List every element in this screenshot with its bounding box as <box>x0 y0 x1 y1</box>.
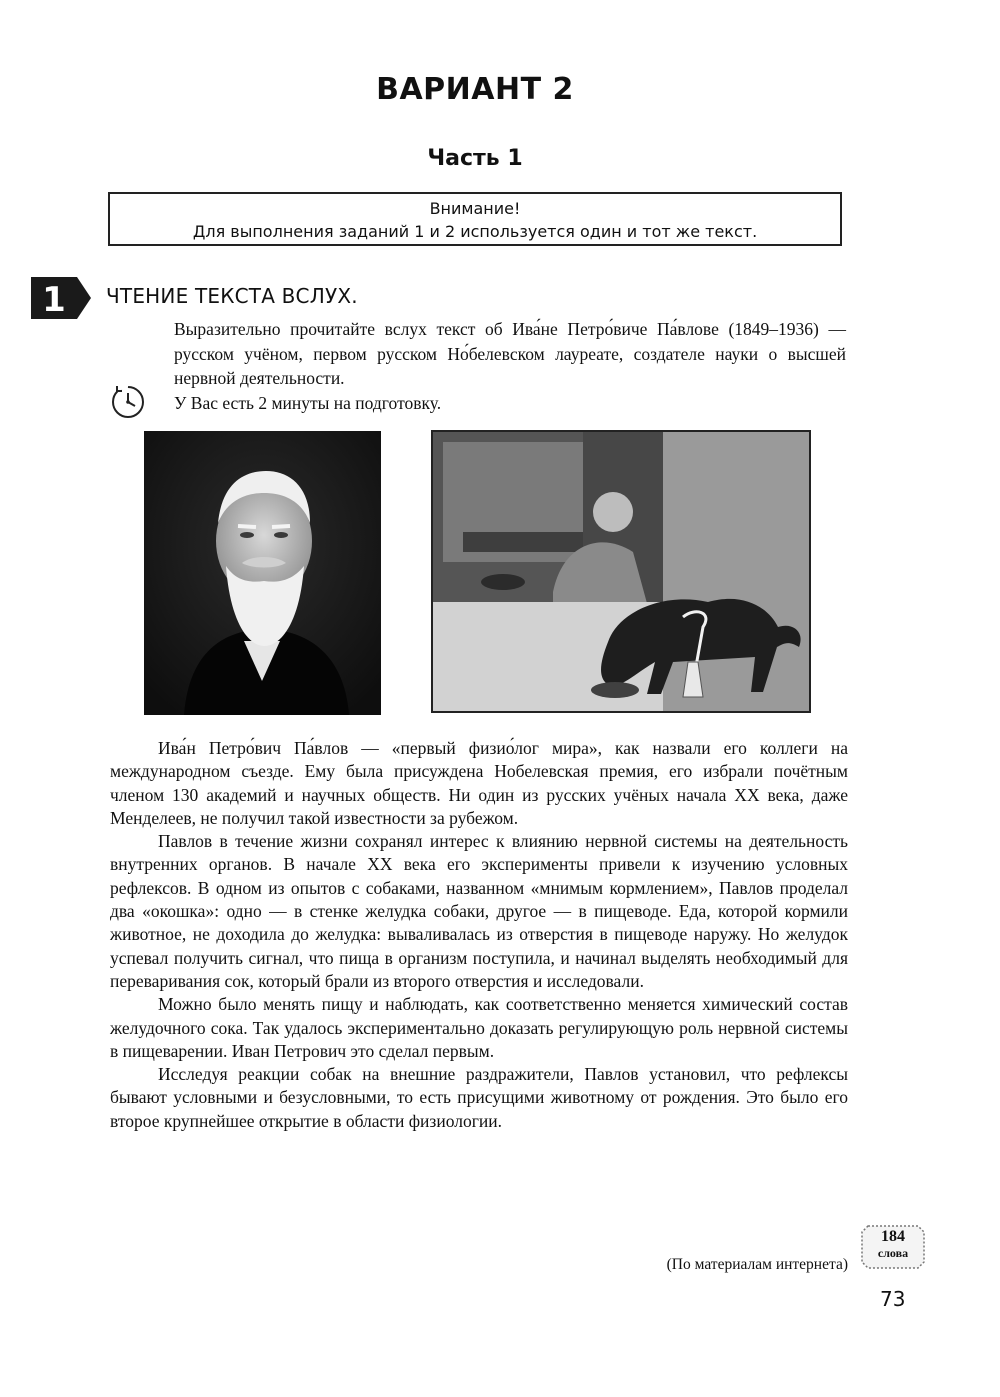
laboratory-dog-photo <box>431 430 811 713</box>
variant-title: ВАРИАНТ 2 <box>376 72 574 107</box>
word-count-label: слова <box>877 1246 909 1260</box>
instruction-text: Выразительно прочитайте вслух текст об Ива́не Петро́виче Па́влове (1849–1936) — русском учёном, первом русском Но́белевском лауреате, создателе науки о высшей нервной деятельности. <box>174 319 846 388</box>
source-note: (По материалам интернета) <box>666 1256 848 1273</box>
attention-heading: Внимание! <box>429 199 521 218</box>
part-title: Часть 1 <box>427 146 523 171</box>
article-paragraph: Ива́н Петро́вич Па́влов — «первый физио́лог мира», как назвали его коллеги на международном съезде. Ему была присуждена Нобелевская премия, его избрали почётным членом 130 академий и научных обществ. Ни один из русских учёных начала XX века, даже Менделеев, не получил такой известности за рубежом. <box>110 738 848 828</box>
task-number: 1 <box>42 280 66 319</box>
clock-icon <box>108 382 150 420</box>
article-paragraph: Исследуя реакции собак на внешние раздражители, Павлов установил, что рефлексы бывают условными и безусловными, то есть присущими животному от рождения. Это было его второе крупнейшее открытие в области физиологии. <box>110 1064 848 1131</box>
word-count-number: 184 <box>881 1228 905 1245</box>
attention-box <box>108 192 842 246</box>
word-count-badge <box>860 1224 926 1270</box>
portrait-photo <box>144 431 381 715</box>
article-text <box>110 737 848 1133</box>
task-number-badge <box>31 277 91 319</box>
article-paragraph: Павлов в течение жизни сохранял интерес к влиянию нервной системы на деятельность внутренних органов. В начале XX века его эксперименты привели к изучению условных рефлексов. В одном из опытов с собаками, названном «мнимым кормлением», Павлов проделал два «окошка»: одно — в стенке желудка собаки, другое — в пищеводе. Еда, которой кормили животное, не доходила до желудка: вываливалась из отверстия в пищеводе наружу. Но желудок успевал получить сигнал, что пища в организм поступила, и начинал выделять необходимый для переваривания сок, который брали из второго отверстия и исследовали. <box>110 831 848 991</box>
task-instruction <box>174 317 846 415</box>
page-number: 73 <box>880 1287 906 1311</box>
task-title: ЧТЕНИЕ ТЕКСТА ВСЛУХ. <box>106 284 358 308</box>
article-paragraph: Можно было менять пищу и наблюдать, как соответственно меняется химический состав желудочного сока. Так удалось экспериментально доказать регулирующую роль нервной системы в пищеварении. Иван Петрович это сделал первым. <box>110 994 848 1061</box>
attention-text: Для выполнения заданий 1 и 2 используется один и тот же текст. <box>192 222 758 241</box>
preparation-time: У Вас есть 2 минуты на подготовку. <box>174 392 442 413</box>
